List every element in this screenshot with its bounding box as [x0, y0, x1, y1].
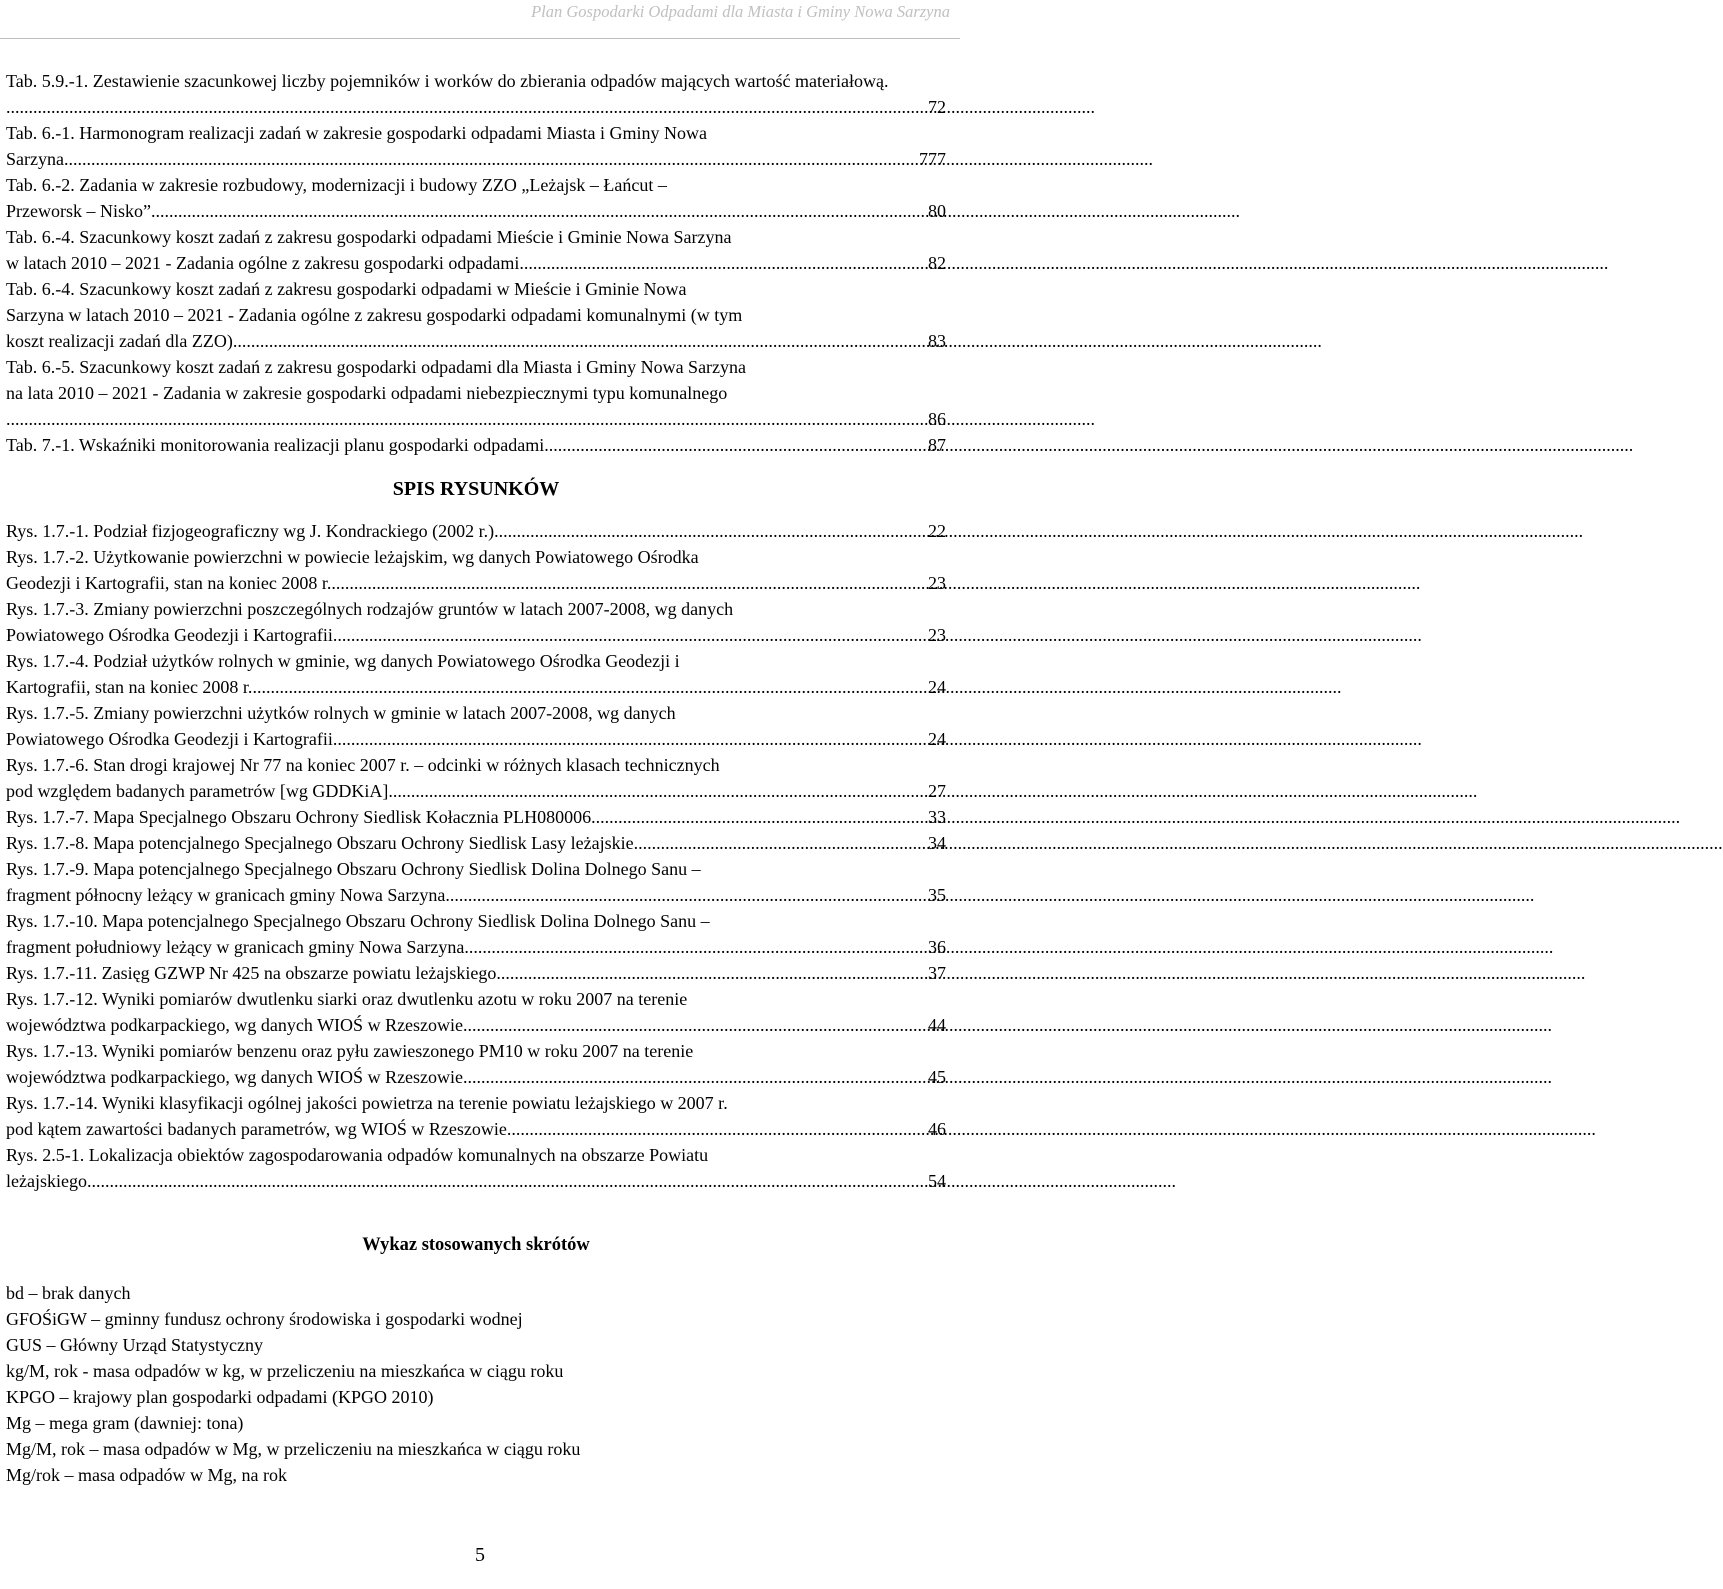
abbreviations-list — [6, 1280, 946, 1488]
figure-entry[interactable] — [6, 830, 946, 856]
figure-entry[interactable] — [6, 1142, 946, 1194]
table-entry[interactable] — [6, 68, 946, 120]
figure-entry-page: 46 — [928, 1119, 946, 1139]
figures-list — [6, 518, 946, 1194]
figure-entry[interactable] — [6, 544, 946, 596]
dot-leader — [507, 1116, 926, 1142]
figure-entry-text-line: Rys. 1.7.-2. Użytkowanie powierzchni w powiecie leżajskim, wg danych Powiatowego Ośrodka — [6, 547, 699, 567]
figure-entry[interactable] — [6, 960, 946, 986]
dot-leader — [463, 1064, 926, 1090]
dot-leader — [331, 570, 926, 596]
figure-entry-text-line: Rys. 1.7.-10. Mapa potencjalnego Specjalnego Obszaru Ochrony Siedlisk Dolina Dolnego Sanu – — [6, 911, 710, 931]
tables-list — [6, 68, 946, 458]
dot-leader — [252, 674, 926, 700]
abbreviation-item: Mg/M, rok – masa odpadów w Mg, w przeliczeniu na mieszkańca w ciągu roku — [6, 1439, 581, 1459]
figure-entry[interactable] — [6, 700, 946, 752]
dot-leader — [6, 406, 926, 432]
dot-leader — [64, 146, 917, 172]
dot-leader — [6, 94, 926, 120]
figure-entry-text-line: Rys. 1.7.-13. Wyniki pomiarów benzenu oraz pyłu zawieszonego PM10 w roku 2007 na terenie — [6, 1041, 694, 1061]
figure-entry-text-line: Rys. 1.7.-5. Zmiany powierzchni użytków rolnych w gminie w latach 2007-2008, wg danych — [6, 703, 676, 723]
abbreviation-item: kg/M, rok - masa odpadów w kg, w przeliczeniu na mieszkańca w ciągu roku — [6, 1361, 564, 1381]
table-entry-text-line: na lata 2010 – 2021 - Zadania w zakresie gospodarki odpadami niebezpiecznymi typu komunalnego — [6, 383, 728, 403]
table-entry-page: 86 — [928, 409, 946, 429]
figure-entry-text-line: Rys. 1.7.-12. Wyniki pomiarów dwutlenku siarki oraz dwutlenku azotu w roku 2007 na terenie — [6, 989, 688, 1009]
figure-entry-text-line: Rys. 1.7.-3. Zmiany powierzchni poszczególnych rodzajów gruntów w latach 2007-2008, wg danych — [6, 599, 734, 619]
figure-entry[interactable] — [6, 908, 946, 960]
table-entry-text-line: Tab. 5.9.-1. Zestawienie szacunkowej liczby pojemników i worków do zbierania odpadów mających wartość materiałową. — [6, 71, 889, 91]
dot-leader — [87, 1168, 926, 1194]
figure-entry[interactable] — [6, 752, 946, 804]
figure-entry-title-end: fragment północny leżący w granicach gminy Nowa Sarzyna — [6, 885, 446, 905]
header-rule — [0, 38, 960, 39]
figure-entry-page: 23 — [928, 625, 946, 645]
dot-leader — [634, 830, 926, 856]
figures-heading: SPIS RYSUNKÓW — [392, 478, 560, 500]
figure-entry-title-end: Rys. 1.7.-11. Zasięg GZWP Nr 425 na obszarze powiatu leżajskiego — [6, 963, 497, 983]
dot-leader — [519, 250, 926, 276]
figure-entry-text-line: Rys. 1.7.-6. Stan drogi krajowej Nr 77 na koniec 2007 r. – odcinki w różnych klasach technicznych — [6, 755, 720, 775]
abbreviation-item: Mg – mega gram (dawniej: tona) — [6, 1413, 244, 1433]
figure-entry-text-line: Rys. 2.5-1. Lokalizacja obiektów zagospodarowania odpadów komunalnych na obszarze Powiatu — [6, 1145, 709, 1165]
table-entry-page: 80 — [928, 201, 946, 221]
table-entry-text-line: Tab. 6.-4. Szacunkowy koszt zadań z zakresu gospodarki odpadami Mieście i Gminie Nowa Sarzyna — [6, 227, 732, 247]
figure-entry-title-end: Rys. 1.7.-8. Mapa potencjalnego Specjalnego Obszaru Ochrony Siedlisk Lasy leżajskie — [6, 833, 634, 853]
table-entry-text-line: Tab. 6.-1. Harmonogram realizacji zadań w zakresie gospodarki odpadami Miasta i Gminy Nowa — [6, 123, 708, 143]
figure-entry-title-end: leżajskiego — [6, 1171, 87, 1191]
figure-entry-page: 37 — [928, 963, 946, 983]
table-entry-title-end: Sarzyna — [6, 149, 64, 169]
figure-entry[interactable] — [6, 804, 946, 830]
table-entry[interactable] — [6, 432, 946, 458]
table-entry-title-end: Przeworsk – Nisko” — [6, 201, 151, 221]
dot-leader — [464, 934, 926, 960]
abbreviations-heading: Wykaz stosowanych skrótów — [362, 1235, 590, 1255]
figure-entry[interactable] — [6, 856, 946, 908]
figure-entry-page: 24 — [928, 729, 946, 749]
dot-leader — [233, 328, 926, 354]
figure-entry-page: 36 — [928, 937, 946, 957]
figure-entry[interactable] — [6, 596, 946, 648]
table-entry-page: 87 — [928, 435, 946, 455]
figure-entry-title-end: Powiatowego Ośrodka Geodezji i Kartografii — [6, 729, 333, 749]
figure-entry-page: 44 — [928, 1015, 946, 1035]
figure-entry-title-end: Powiatowego Ośrodka Geodezji i Kartografii — [6, 625, 333, 645]
table-entry-text-line: Tab. 6.-4. Szacunkowy koszt zadań z zakresu gospodarki odpadami w Mieście i Gminie Nowa — [6, 279, 687, 299]
figure-entry-title-end: Rys. 1.7.-7. Mapa Specjalnego Obszaru Ochrony Siedlisk Kołacznia PLH080006 — [6, 807, 592, 827]
abbreviation-item: GFOŚiGW – gminny fundusz ochrony środowiska i gospodarki wodnej — [6, 1309, 523, 1329]
figure-entry-page: 24 — [928, 677, 946, 697]
figure-entry-title-end: województwa podkarpackiego, wg danych WIOŚ w Rzeszowie — [6, 1067, 464, 1087]
dot-leader — [151, 198, 926, 224]
table-entry-page: 83 — [928, 331, 946, 351]
figure-entry-page: 35 — [928, 885, 946, 905]
table-entry-title-end: w latach 2010 – 2021 - Zadania ogólne z zakresu gospodarki odpadami — [6, 253, 520, 273]
table-entry-page: 72 — [928, 97, 946, 117]
dot-leader — [333, 622, 926, 648]
figure-entry[interactable] — [6, 518, 946, 544]
dot-leader — [388, 778, 926, 804]
figure-entry-page: 22 — [928, 521, 946, 541]
figure-entry-page: 54 — [928, 1171, 946, 1191]
table-entry-page: 82 — [928, 253, 946, 273]
dot-leader — [496, 960, 926, 986]
figure-entry[interactable] — [6, 986, 946, 1038]
abbreviation-item: bd – brak danych — [6, 1283, 131, 1303]
figure-entry-title-end: Geodezji i Kartografii, stan na koniec 2008 r. — [6, 573, 332, 593]
figure-entry-text-line: Rys. 1.7.-4. Podział użytków rolnych w gminie, wg danych Powiatowego Ośrodka Geodezji i — [6, 651, 680, 671]
table-entry-text-line: Sarzyna w latach 2010 – 2021 - Zadania ogólne z zakresu gospodarki odpadami komunalnymi (w tym — [6, 305, 743, 325]
figure-entry-page: 27 — [928, 781, 946, 801]
table-entry[interactable] — [6, 354, 946, 432]
dot-leader — [463, 1012, 926, 1038]
figure-entry-page: 33 — [928, 807, 946, 827]
table-entry[interactable] — [6, 224, 946, 276]
figure-entry-title-end: Rys. 1.7.-1. Podział fizjogeograficzny wg J. Kondrackiego (2002 r.) — [6, 521, 495, 541]
table-entry-text-line: Tab. 6.-5. Szacunkowy koszt zadań z zakresu gospodarki odpadami dla Miasta i Gminy Nowa Sarzyna — [6, 357, 747, 377]
dot-leader — [445, 882, 926, 908]
table-entry-title-end: koszt realizacji zadań dla ZZO) — [6, 331, 233, 351]
page-number: 5 — [475, 1544, 485, 1566]
table-entry[interactable] — [6, 276, 946, 354]
running-header: Plan Gospodarki Odpadami dla Miasta i Gminy Nowa Sarzyna — [531, 2, 950, 21]
table-entry-title-end: Tab. 7.-1. Wskaźniki monitorowania realizacji planu gospodarki odpadami — [6, 435, 545, 455]
figure-entry-title-end: fragment południowy leżący w granicach gminy Nowa Sarzyna — [6, 937, 465, 957]
dot-leader — [333, 726, 926, 752]
figure-entry-page: 34 — [928, 833, 946, 853]
figure-entry-title-end: pod kątem zawartości badanych parametrów, wg WIOŚ w Rzeszowie — [6, 1119, 507, 1139]
table-entry[interactable] — [6, 172, 946, 224]
abbreviation-item: Mg/rok – masa odpadów w Mg, na rok — [6, 1465, 287, 1485]
figure-entry-text-line: Rys. 1.7.-14. Wyniki klasyfikacji ogólnej jakości powietrza na terenie powiatu leżajskiego w 2007 r. — [6, 1093, 728, 1113]
figure-entry[interactable] — [6, 648, 946, 700]
table-entry-page: 777 — [919, 149, 946, 169]
dot-leader — [591, 804, 926, 830]
abbreviation-item: GUS – Główny Urząd Statystyczny — [6, 1335, 263, 1355]
figure-entry-page: 45 — [928, 1067, 946, 1087]
dot-leader — [494, 518, 926, 544]
figure-entry-title-end: Kartografii, stan na koniec 2008 r. — [6, 677, 253, 697]
figure-entry-title-end: województwa podkarpackiego, wg danych WIOŚ w Rzeszowie — [6, 1015, 464, 1035]
abbreviation-item: KPGO – krajowy plan gospodarki odpadami (KPGO 2010) — [6, 1387, 434, 1407]
dot-leader — [544, 432, 926, 458]
table-entry-text-line: Tab. 6.-2. Zadania w zakresie rozbudowy, modernizacji i budowy ZZO „Leżajsk – Łańcut – — [6, 175, 667, 195]
page-content — [6, 68, 946, 1488]
figure-entry[interactable] — [6, 1090, 946, 1142]
figure-entry-title-end: pod względem badanych parametrów [wg GDDKiA] — [6, 781, 389, 801]
figure-entry-text-line: Rys. 1.7.-9. Mapa potencjalnego Specjalnego Obszaru Ochrony Siedlisk Dolina Dolnego Sanu – — [6, 859, 701, 879]
table-entry[interactable] — [6, 120, 946, 172]
figure-entry[interactable] — [6, 1038, 946, 1090]
figure-entry-page: 23 — [928, 573, 946, 593]
